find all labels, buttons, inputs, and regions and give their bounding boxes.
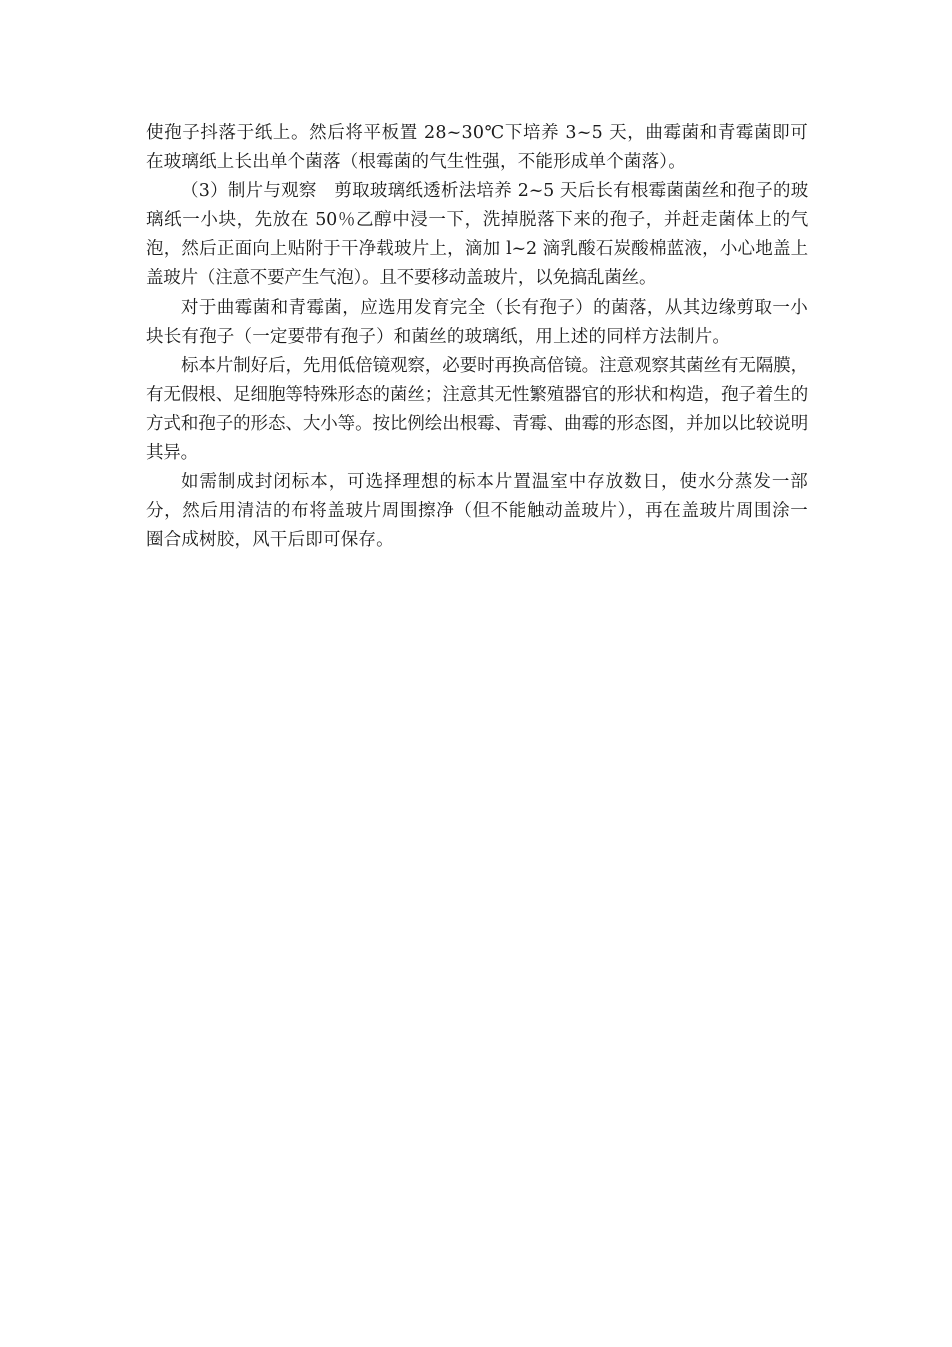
- paragraph-slide-preparation: （3）制片与观察 剪取玻璃纸透析法培养 2~5 天后长有根霉菌菌丝和孢子的玻璃纸一小块，先放在 50％乙醇中浸一下，洗掉脱落下来的孢子，并赶走菌体上的气泡，然后正面向上贴附于干净载玻片上，滴加 l~2 滴乳酸石炭酸棉蓝液，小心地盖上盖玻片（注意不要产生气泡）。且不要移动盖玻片，以免搞乱菌丝。: [146, 181, 808, 289]
- body-text: [146, 119, 808, 555]
- paragraph-sealed-specimen: 如需制成封闭标本，可选择理想的标本片置温室中存放数日，使水分蒸发一部分，然后用清洁的布将盖玻片周围擦净（但不能触动盖玻片），再在盖玻片周围涂一圈合成树胶，风干后即可保存。: [146, 472, 808, 551]
- paragraph-spore-culture: 使孢子抖落于纸上。然后将平板置 28~30℃下培养 3~5 天，曲霉菌和青霉菌即可在玻璃纸上长出单个菌落（根霉菌的气生性强，不能形成单个菌落）。: [146, 123, 808, 173]
- paragraph-microscope-observation: 标本片制好后，先用低倍镜观察，必要时再换高倍镜。注意观察其菌丝有无隔膜，有无假根、足细胞等特殊形态的菌丝；注意其无性繁殖器官的形状和构造，孢子着生的方式和孢子的形态、大小等。按比例绘出根霉、青霉、曲霉的形态图，并加以比较说明其异。: [146, 355, 808, 464]
- paragraph-aspergillus-penicillium: 对于曲霉菌和青霉菌，应选用发育完全（长有孢子）的菌落，从其边缘剪取一小块长有孢子（一定要带有孢子）和菌丝的玻璃纸，用上述的同样方法制片。: [146, 297, 808, 347]
